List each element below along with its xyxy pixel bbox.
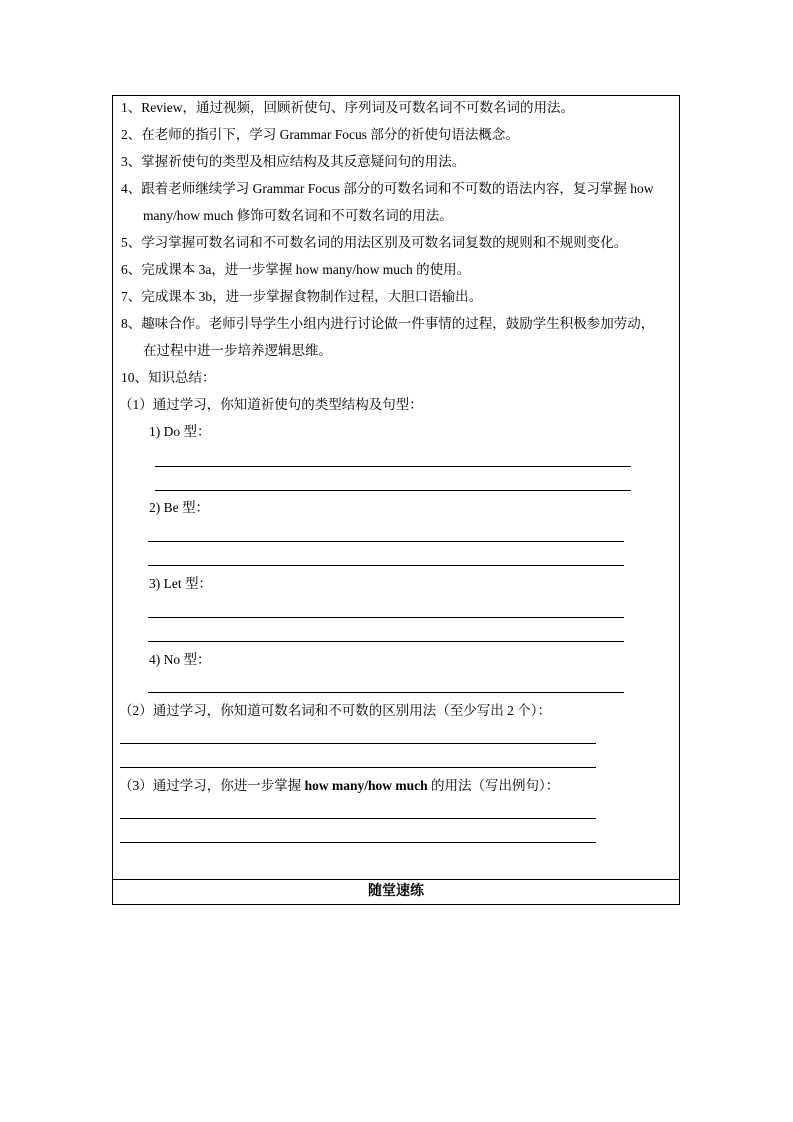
- learning-steps-cell: [113, 96, 679, 879]
- answer-line[interactable]: [148, 692, 624, 693]
- item-4-continued: many/how much 修饰可数名词和不可数名词的用法。: [143, 208, 453, 223]
- type-do-label: 1) Do 型：: [149, 424, 211, 439]
- item-1: 1、Review，通过视频，回顾祈使句、序列词及可数名词不可数名词的用法。: [121, 100, 574, 115]
- summary-heading: 10、知识总结：: [121, 370, 216, 385]
- question-3: （3）通过学习，你进一步掌握 how many/how much 的用法（写出例句）：: [119, 778, 560, 793]
- item-3: 3、掌握祈使句的类型及相应结构及其反意疑问句的用法。: [121, 154, 466, 169]
- item-6: 6、完成课本 3a，进一步掌握 how many/how much 的使用。: [121, 262, 471, 277]
- item-8: 8、趣味合作。老师引导学生小组内进行讨论做一件事情的过程，鼓励学生积极参加劳动，: [121, 316, 655, 331]
- practice-section-title: 随堂速练: [113, 879, 679, 905]
- type-no-label: 4) No 型：: [149, 652, 211, 667]
- answer-line[interactable]: [120, 767, 596, 768]
- item-7: 7、完成课本 3b，进一步掌握食物制作过程，大胆口语输出。: [121, 289, 483, 304]
- answer-line[interactable]: [148, 565, 624, 566]
- answer-line[interactable]: [148, 641, 624, 642]
- answer-line[interactable]: [120, 818, 596, 819]
- answer-line[interactable]: [120, 743, 596, 744]
- question-2: （2）通过学习，你知道可数名词和不可数的区别用法（至少写出 2 个）：: [119, 703, 551, 718]
- answer-line[interactable]: [155, 490, 631, 491]
- question-1: （1）通过学习，你知道祈使句的类型结构及句型：: [119, 397, 423, 412]
- item-2: 2、在老师的指引下，学习 Grammar Focus 部分的祈使句语法概念。: [121, 127, 519, 142]
- answer-line[interactable]: [148, 617, 624, 618]
- answer-line[interactable]: [148, 541, 624, 542]
- worksheet-table: [112, 95, 680, 905]
- type-let-label: 3) Let 型：: [149, 576, 212, 591]
- type-be-label: 2) Be 型：: [149, 500, 209, 515]
- item-4: 4、跟着老师继续学习 Grammar Focus 部分的可数名词和不可数的语法内容，复习掌握 how: [121, 181, 654, 196]
- item-5: 5、学习掌握可数名词和不可数名词的用法区别及可数名词复数的规则和不规则变化。: [121, 235, 628, 250]
- answer-line[interactable]: [120, 842, 596, 843]
- item-8-continued: 在过程中进一步培养逻辑思维。: [143, 343, 332, 358]
- answer-line[interactable]: [155, 466, 631, 467]
